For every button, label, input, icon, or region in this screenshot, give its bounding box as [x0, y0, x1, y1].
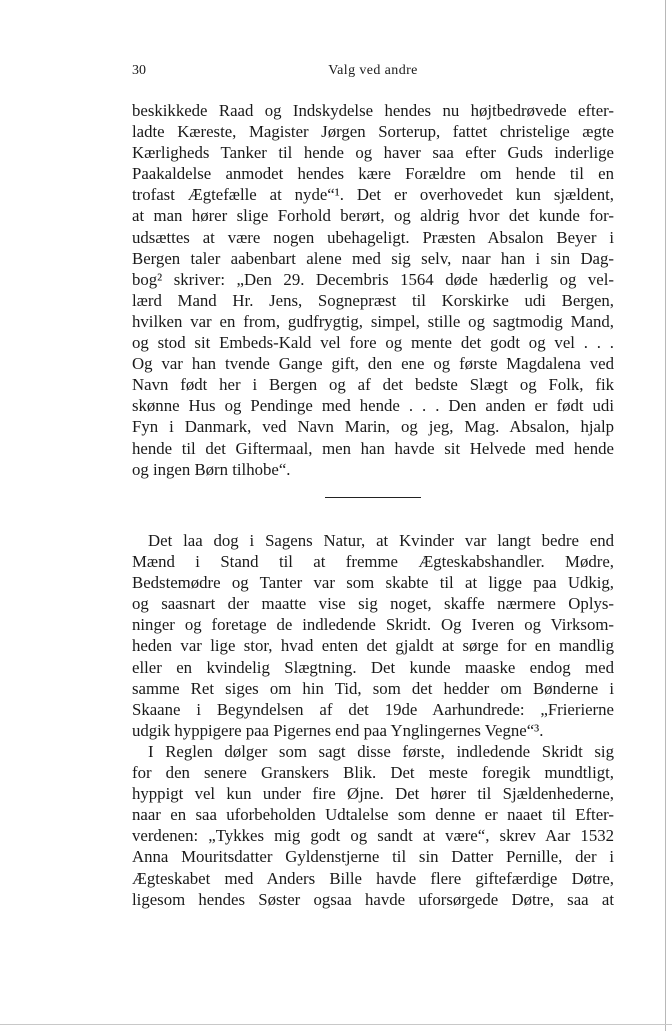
- running-header: [132, 63, 614, 83]
- text-line: hende til det Giftermaal, men han havde sit Helvede med hende: [132, 438, 614, 458]
- text-line: Det laa dog i Sagens Natur, at Kvinder var langt bedre end: [148, 531, 614, 550]
- text-line: udgik hyppigere paa Pigernes end paa Ynglingernes Vegne“³.: [132, 720, 544, 740]
- paragraph-section: [132, 530, 614, 910]
- text-line: verdenen: „Tykkes mig godt og sandt at være“, skrev Aar 1532: [132, 826, 614, 846]
- text-line: eller en kvindelig Slægtning. Det kunde maaske endog med: [132, 657, 614, 677]
- text-line: Anna Mouritsdatter Gyldenstjerne til sin Datter Pernille, der i: [132, 847, 614, 867]
- text-line: Skaane i Begyndelsen af det 19de Aarhundrede: „Frierierne: [132, 699, 614, 719]
- section-divider: [325, 497, 421, 498]
- text-line: Ægteskabet med Anders Bille havde flere giftefærdige Døtre,: [132, 868, 614, 888]
- page-number: 30: [132, 63, 146, 78]
- text-line: samme Ret siges om hin Tid, som det hedder om Bønderne i: [132, 678, 614, 698]
- text-line: trofast Ægtefælle at nyde“¹. Det er overhovedet kun sjældent,: [132, 185, 614, 205]
- text-line: Bedstemødre og Tanter var som skabte til at ligge paa Udkig,: [132, 573, 614, 593]
- text-line: og ingen Børn tilhobe“.: [132, 459, 291, 479]
- text-line: ladte Kæreste, Magister Jørgen Sorterup, fattet christelige ægte: [132, 122, 614, 142]
- text-line: ligesom hendes Søster ogsaa havde uforsørgede Døtre, saa at: [132, 889, 614, 909]
- text-line: bog² skriver: „Den 29. Decembris 1564 døde hæderlig og vel-: [132, 269, 614, 289]
- text-line: Fyn i Danmark, ved Navn Marin, og jeg, Mag. Absalon, hjalp: [132, 417, 614, 437]
- text-line: ninger og foretage de indledende Skridt. Og Iveren og Virksom-: [132, 615, 614, 635]
- text-line: lærd Mand Hr. Jens, Sognepræst til Korskirke udi Bergen,: [132, 290, 614, 310]
- text-line: heden var lige stor, hvad enten det gjaldt at sørge for en mandlig: [132, 636, 614, 656]
- paragraph-quote-continuation: [132, 100, 614, 480]
- text-line: hyppigt vel kun under fire Øjne. Det hører til Sjældenhederne,: [132, 784, 614, 804]
- text-line: og saasnart der maatte vise sig noget, skaffe nærmere Oplys-: [132, 594, 614, 614]
- text-line: Navn født her i Bergen og af det bedste Slægt og Folk, fik: [132, 375, 614, 395]
- text-line: skønne Hus og Pendinge med hende . . . Den anden er født udi: [132, 396, 614, 416]
- text-line: for den senere Granskers Blik. Det meste foregik mundtligt,: [132, 763, 614, 783]
- text-line: Og var han tvende Gange gift, den ene og første Magdalena ved: [132, 354, 614, 374]
- page-bottom-edge-line: [0, 1024, 672, 1025]
- text-line: Kærligheds Tanker til hende og haver saa efter Guds inderlige: [132, 143, 614, 163]
- text-line: naar en saa uforbeholden Udtalelse som denne er naaet til Efter-: [132, 805, 614, 825]
- text-line: udsættes at være nogen ubehageligt. Præsten Absalon Beyer i: [132, 227, 614, 247]
- text-line: I Reglen dølger som sagt disse første, indledende Skridt sig: [148, 741, 614, 761]
- text-line: hvilken var en from, gudfrygtig, simpel, stille og sagtmodig Mand,: [132, 311, 614, 331]
- text-line: Bergen taler aabenbart alene med sig selv, naar han i sin Dag-: [132, 248, 614, 268]
- text-line: at man hører slige Forhold berørt, og aldrig hvor det kunde for-: [132, 206, 614, 226]
- text-line: og stod sit Embeds-Kald vel fore og mente det godt og vel . . .: [132, 333, 614, 353]
- page-edge-line: [665, 0, 666, 1031]
- text-line: Paakaldelse anmodet hendes kære Forældre om hende til en: [132, 164, 614, 184]
- running-title: Valg ved andre: [328, 63, 418, 78]
- text-line: Mænd i Stand til at fremme Ægteskabshandler. Mødre,: [132, 552, 614, 572]
- text-line: beskikkede Raad og Indskydelse hendes nu højtbedrøvede efter-: [132, 101, 614, 120]
